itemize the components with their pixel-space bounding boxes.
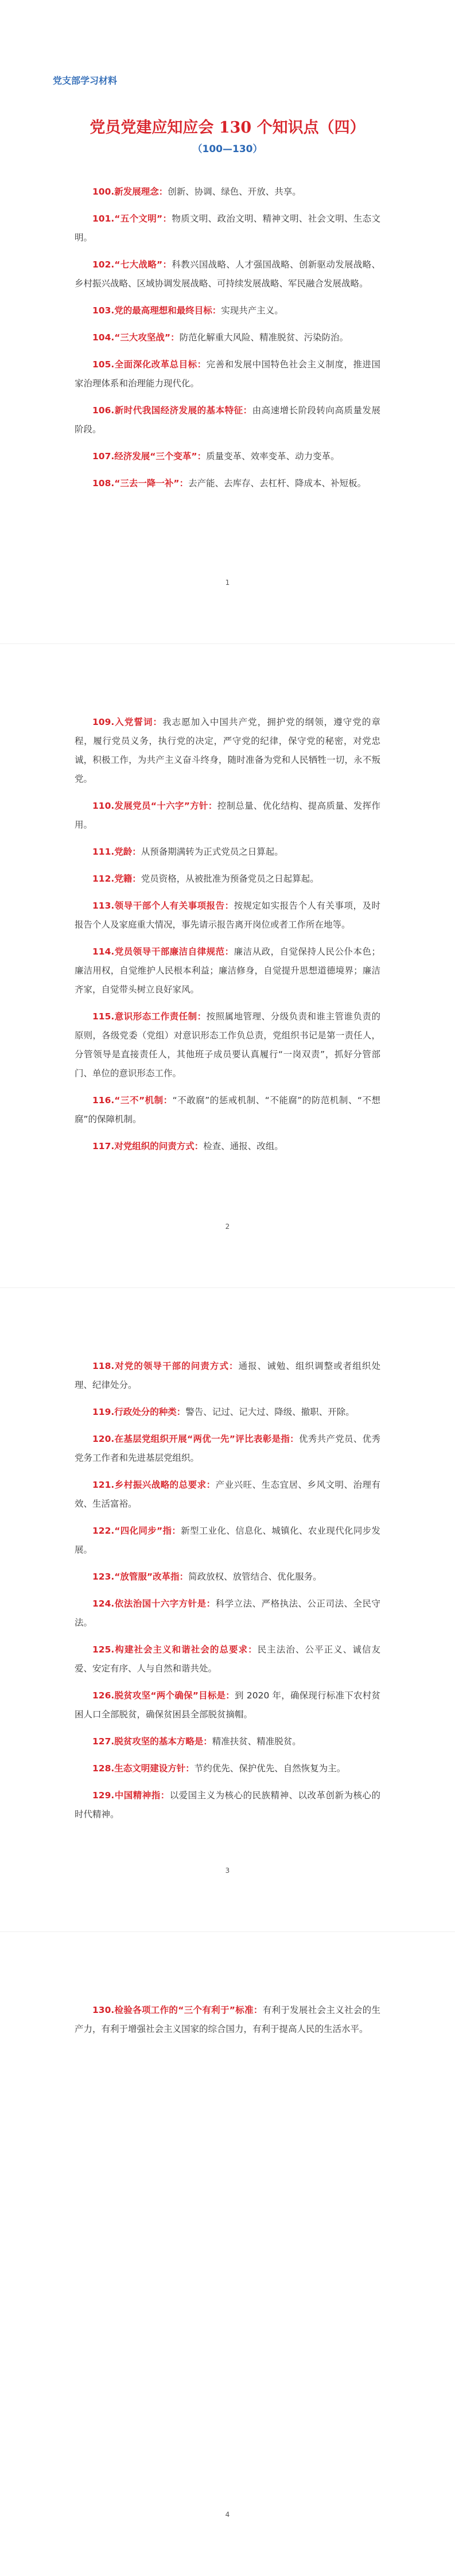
knowledge-point [75,1403,380,1422]
knowledge-point [75,401,380,439]
knowledge-point-text: 创新、协调、绿色、开放、共享。 [168,187,301,197]
knowledge-point [75,713,380,789]
knowledge-point-text: 简政放权、放管结合、优化服务。 [188,1572,322,1582]
page-content [75,713,380,1164]
knowledge-point-label: 129.中国精神指： [92,1790,170,1801]
knowledge-point-label: 125.构建社会主义和谐社会的总要求： [92,1644,258,1655]
knowledge-point-label: 114.党员领导干部廉洁自律规范： [92,946,234,957]
page-number: 1 [225,579,230,587]
knowledge-point-label: 121.乡村振兴战略的总要求： [92,1480,216,1490]
document-page-2 [0,644,455,1288]
knowledge-point-label: 116.“三不”机制： [92,1095,173,1105]
knowledge-point-text: 实现共产主义。 [221,305,283,316]
knowledge-point-label: 117.对党组织的问责方式： [92,1141,204,1151]
knowledge-point-text: 党员资格，从被批准为预备党员之日起算起。 [141,874,319,884]
knowledge-point-label: 127.脱贫攻坚的基本方略是： [92,1736,212,1747]
knowledge-point [75,797,380,835]
document-page-4 [0,1932,455,2576]
document-header: 党支部学习材料 [53,75,118,86]
knowledge-point-text: 按规定如实报告个人有关事项，及时报告个人及家庭重大情况，事先请示报告离开岗位或者工作所在地等。 [75,901,380,930]
knowledge-point [75,1640,380,1678]
knowledge-point [75,1007,380,1083]
knowledge-point-label: 122.“四化同步”指： [92,1526,181,1536]
page-content [75,183,380,501]
knowledge-point-text: 检查、通报、改组。 [203,1141,283,1151]
knowledge-point-label: 102.“七大战略”： [92,259,172,270]
knowledge-point-label: 110.发展党员“十六字”方针： [92,801,217,811]
knowledge-point-label: 126.脱贫攻坚“两个确保”目标是： [92,1690,235,1701]
knowledge-point-text: 科教兴国战略、人才强国战略、创新驱动发展战略、乡村振兴战略、区域协调发展战略、可持续发展战略、军民融合发展战略。 [75,259,380,289]
knowledge-point-label: 115.意识形态工作责任制： [92,1011,207,1022]
knowledge-point [75,210,380,247]
knowledge-point [75,1732,380,1751]
knowledge-point-text: 廉洁从政，自觉保持人民公仆本色；廉洁用权，自觉维护人民根本利益；廉洁修身，自觉提升思想道德境界；廉洁齐家，自觉带头树立良好家风。 [75,946,380,995]
knowledge-point [75,1686,380,1724]
page-content [75,1357,380,1832]
page-number: 2 [225,1223,230,1231]
knowledge-point-text: 防范化解重大风险、精准脱贫、污染防治。 [179,332,349,343]
knowledge-point [75,1786,380,1824]
knowledge-point-label: 113.领导干部个人有关事项报告： [92,901,234,911]
knowledge-point [75,355,380,393]
knowledge-point-text: 新型工业化、信息化、城镇化、农业现代化同步发展。 [75,1526,380,1555]
knowledge-point-text: 警告、记过、记大过、降级、撤职、开除。 [185,1407,355,1417]
knowledge-point [75,183,380,201]
knowledge-point [75,474,380,493]
knowledge-point-text: 质量变革、效率变革、动力变革。 [206,451,340,461]
knowledge-point [75,1357,380,1395]
knowledge-point [75,870,380,889]
knowledge-point-label: 130.检验各项工作的“三个有利于”标准： [92,2005,263,2015]
knowledge-point-label: 104.“三大攻坚战”： [92,332,180,343]
knowledge-point-label: 124.依法治国十六字方针是： [92,1599,216,1609]
document-page-1 [0,0,455,644]
knowledge-point [75,942,380,999]
knowledge-point-text: 节约优先、保护优先、自然恢复为主。 [194,1763,346,1774]
knowledge-point [75,328,380,347]
knowledge-point [75,301,380,320]
knowledge-point-label: 118.对党的领导干部的问责方式： [92,1361,239,1371]
knowledge-point-label: 106.新时代我国经济发展的基本特征： [92,405,252,416]
knowledge-point-text: 去产能、去库存、去杠杆、降成本、补短板。 [188,478,367,488]
knowledge-point-label: 123.“放管服”改革指： [92,1572,189,1582]
knowledge-point-label: 100.新发展理念： [92,187,168,197]
knowledge-point [75,897,380,934]
knowledge-point-label: 103.党的最高理想和最终目标： [92,305,221,316]
page-content [75,2001,380,2047]
knowledge-point [75,447,380,466]
knowledge-point-text: 由高速增长阶段转向高质量发展阶段。 [75,405,380,434]
document-title: 党员党建应知应会 130 个知识点（四） [90,119,365,137]
knowledge-point-text: 从预备期满转为正式党员之日算起。 [141,847,283,857]
knowledge-point-text: 物质文明、政治文明、精神文明、社会文明、生态文明。 [75,214,380,243]
knowledge-point-text: “不敢腐”的惩戒机制、“不能腐”的防范机制、“不想腐”的保障机制。 [75,1095,380,1124]
knowledge-point-label: 111.党龄： [92,847,141,857]
knowledge-point [75,1091,380,1129]
knowledge-point-text: 精准扶贫、精准脱贫。 [212,1736,301,1747]
knowledge-point-text: 通报、诫勉、组织调整或者组织处理、纪律处分。 [75,1361,380,1390]
knowledge-point-label: 120.在基层党组织开展“两优一先”评比表彰是指： [92,1434,299,1444]
knowledge-point [75,1430,380,1468]
knowledge-point-text: 按照属地管理、分级负责和谁主管谁负责的原则，各级党委（党组）对意识形态工作负总责，党组织书记是第一责任人，分管领导是直接责任人，其他班子成员要认真履行“一岗双责”，抓好分管部门、单位的意识形态工作。 [75,1011,380,1078]
knowledge-point [75,255,380,293]
knowledge-point-text: 到 2020 年，确保现行标准下农村贫困人口全部脱贫，确保贫困县全部脱贫摘帽。 [75,1690,380,1720]
knowledge-point-text: 控制总量、优化结构、提高质量、发挥作用。 [75,801,380,830]
knowledge-point-text: 我志愿加入中国共产党，拥护党的纲领，遵守党的章程，履行党员义务，执行党的决定，严守党的纪律，保守党的秘密，对党忠诚，积极工作，为共产主义奋斗终身，随时准备为党和人民牺牲一切，永不叛党。 [75,717,380,784]
knowledge-point-text: 科学立法、严格执法、公正司法、全民守法。 [75,1599,380,1628]
knowledge-point-text: 完善和发展中国特色社会主义制度，推进国家治理体系和治理能力现代化。 [75,359,380,389]
knowledge-point [75,1595,380,1632]
page-number: 3 [225,1867,230,1875]
knowledge-point [75,1137,380,1156]
document-subtitle: （100—130） [192,143,263,155]
knowledge-point [75,1522,380,1559]
knowledge-point-text: 有利于发展社会主义社会的生产力，有利于增强社会主义国家的综合国力，有利于提高人民的生活水平。 [75,2005,380,2034]
knowledge-point-label: 101.“五个文明”： [92,214,172,224]
knowledge-point [75,1476,380,1514]
page-number: 4 [225,2511,230,2519]
knowledge-point-label: 108.“三去一降一补”： [92,478,189,488]
knowledge-point [75,1568,380,1586]
knowledge-point-label: 112.党籍： [92,874,141,884]
knowledge-point [75,843,380,862]
document-page-3 [0,1288,455,1932]
knowledge-point-label: 105.全面深化改革总目标： [92,359,207,370]
knowledge-point-text: 以爱国主义为核心的民族精神、以改革创新为核心的时代精神。 [75,1790,380,1820]
knowledge-point-text: 产业兴旺、生态宜居、乡风文明、治理有效、生活富裕。 [75,1480,380,1509]
knowledge-point-text: 民主法治、公平正义、诚信友爱、安定有序、人与自然和谐共处。 [75,1644,380,1674]
knowledge-point-text: 优秀共产党员、优秀党务工作者和先进基层党组织。 [75,1434,380,1463]
knowledge-point [75,1759,380,1778]
knowledge-point-label: 109.入党誓词： [92,717,163,727]
knowledge-point-label: 128.生态文明建设方针： [92,1763,195,1774]
knowledge-point-label: 107.经济发展“三个变革”： [92,451,207,461]
knowledge-point-label: 119.行政处分的种类： [92,1407,186,1417]
knowledge-point [75,2001,380,2039]
